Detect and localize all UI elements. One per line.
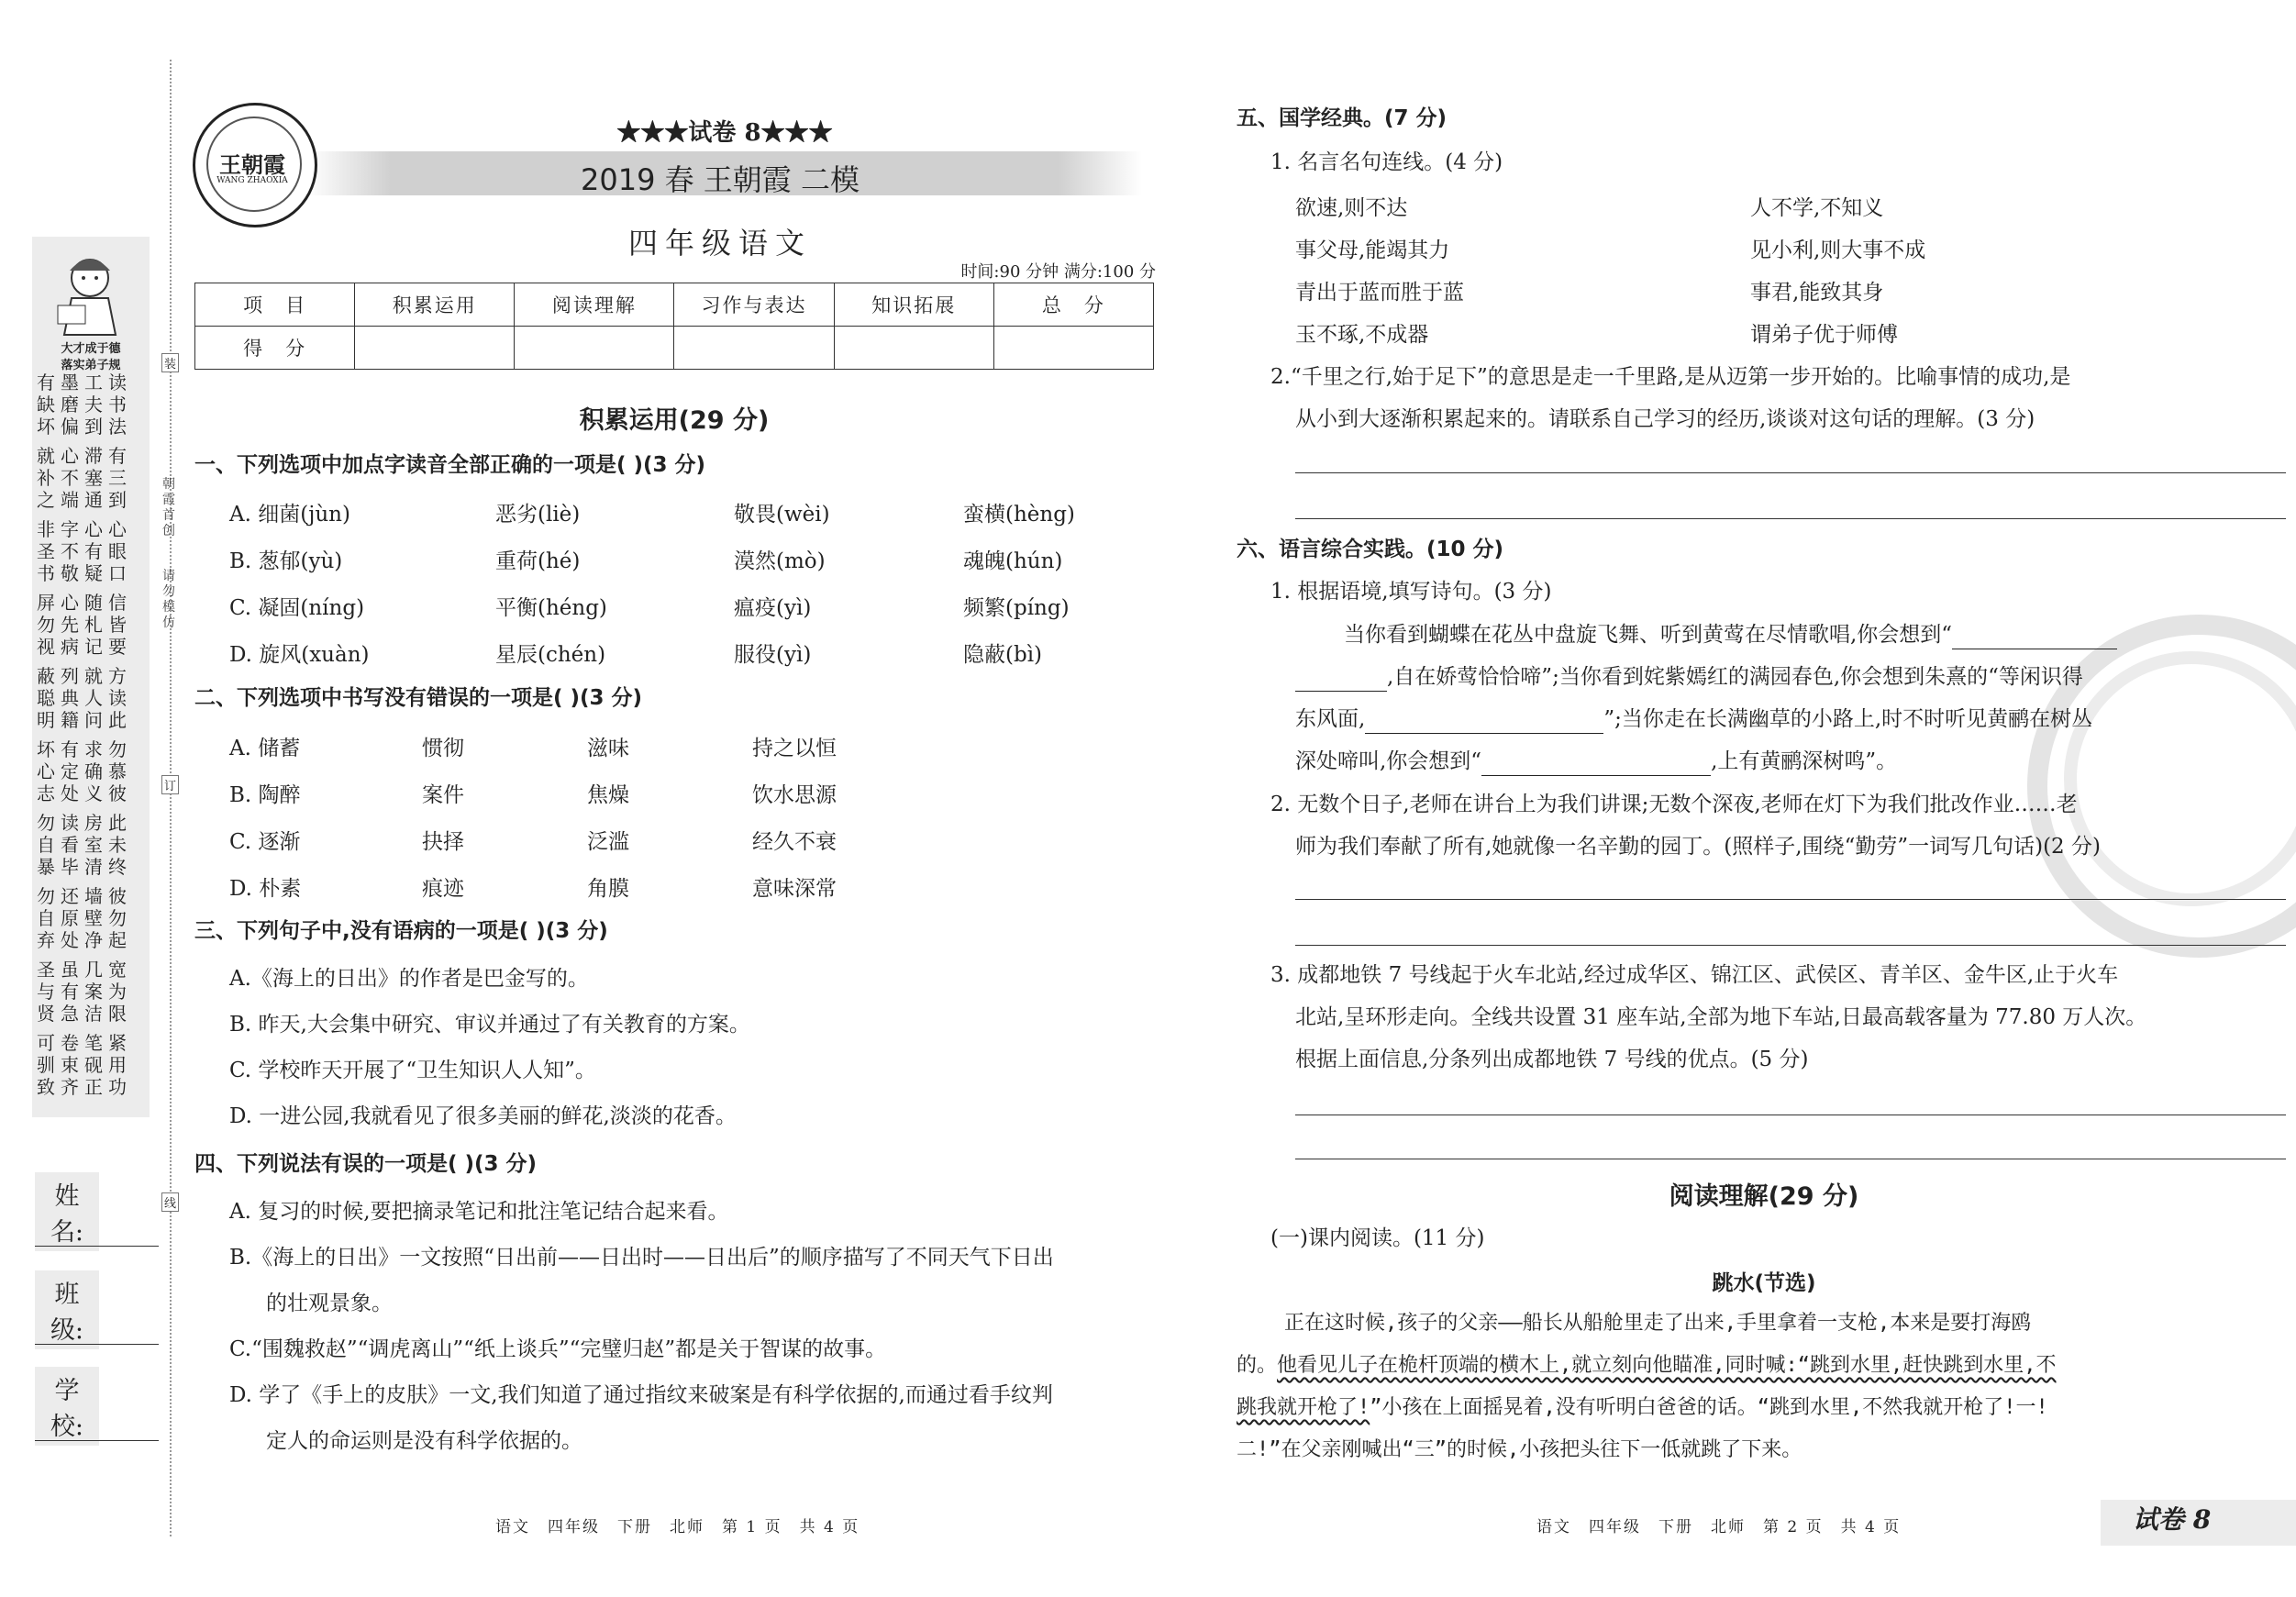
passage-line-2: 的。他看见儿子在桅杆顶端的横木上,就立刻向他瞄准,同时喊:“跳到水里,赶快跳到水里,不 xyxy=(1237,1354,2057,1377)
verse-line: 缺磨夫书 xyxy=(37,394,132,416)
class-label: 班 级: xyxy=(35,1270,99,1349)
page-2-footer: 语文 四年级 下册 北师 第 2 页 共 4 页 xyxy=(1536,1518,1902,1536)
question-4-option-d[interactable]: D. 学了《手上的皮肤》一文,我们知道了通过指纹来破案是有科学依据的,而通过看手纹判 xyxy=(229,1383,1053,1407)
option-item: 焦燥 xyxy=(587,783,629,807)
verse-line: 非字心心 xyxy=(37,518,132,540)
question-6-2-line2: 师为我们奉献了所有,她就像一名辛勤的园丁。(照样子,围绕“勤劳”一词写几句话)(2 分) xyxy=(1295,835,2101,859)
corner-paper-label: 试卷 8 xyxy=(2133,1504,2212,1535)
question-3-option-b[interactable]: B. 昨天,大会集中研究、审议并通过了有关教育的方案。 xyxy=(229,1013,750,1037)
question-6-title: 六、语言综合实践。(10 分) xyxy=(1237,538,1504,561)
match-right-item[interactable]: 见小利,则大事不成 xyxy=(1750,238,1926,262)
option-item: 经久不衰 xyxy=(752,830,837,854)
passage-line-4: 二!”在父亲刚喊出“三”的时候,小孩把头往下一低就跳了下来。 xyxy=(1237,1438,1802,1461)
question-6-1-line3: 东风面, ”;当你走在长满幽草的小路上,时不时听见黄鹂在树丛 xyxy=(1295,705,2092,734)
score-cell[interactable] xyxy=(993,327,1153,370)
name-label: 姓 名: xyxy=(35,1172,99,1251)
match-left-item[interactable]: 青出于蓝而胜于蓝 xyxy=(1295,281,1464,305)
verse-block xyxy=(37,959,147,1025)
score-header-cell: 项 目 xyxy=(195,283,355,327)
binding-mark-zhuang: 装 xyxy=(161,353,179,372)
question-4-title: 四、下列说法有误的一项是( )(3 分) xyxy=(194,1152,538,1176)
verse-line: 致齐正功 xyxy=(37,1076,132,1098)
verse-block xyxy=(37,665,147,731)
passage-line-3: 跳我就开枪了!”小孩在上面摇晃着,没有听明白爸爸的话。“跳到水里,不然我就开枪了!一! xyxy=(1237,1396,2048,1419)
binding-mark-ding: 订 xyxy=(161,775,179,794)
verse-block xyxy=(37,812,147,878)
question-5-title: 五、国学经典。(7 分) xyxy=(1237,106,1447,130)
option-item: 平衡(héng) xyxy=(495,596,607,620)
section-reading-title: 阅读理解(29 分) xyxy=(1669,1182,1859,1211)
option-item[interactable]: B. 葱郁(yù) xyxy=(229,549,343,573)
verse-line: 补不塞三 xyxy=(37,467,132,489)
verse-block xyxy=(37,592,147,658)
verse-line: 之端通到 xyxy=(37,489,132,511)
page-1-footer: 语文 四年级 下册 北师 第 1 页 共 4 页 xyxy=(495,1518,860,1536)
question-3-option-c[interactable]: C. 学校昨天开展了“卫生知识人人知”。 xyxy=(229,1059,596,1082)
option-item: 泛滥 xyxy=(587,830,629,854)
verse-line: 自看室未 xyxy=(37,834,132,856)
verse-line: 坏有求勿 xyxy=(37,738,132,760)
class-field[interactable] xyxy=(35,1344,159,1345)
question-4-option-d-cont: 定人的命运则是没有科学依据的。 xyxy=(266,1429,582,1453)
logo-subtext: WANG ZHAOXIA xyxy=(216,176,288,185)
score-row xyxy=(195,327,1154,370)
question-6-3-line3: 根据上面信息,分条列出成都地铁 7 号线的优点。(5 分) xyxy=(1295,1048,1809,1071)
question-3-title: 三、下列句子中,没有语病的一项是( )(3 分) xyxy=(194,919,608,943)
question-3-option-d[interactable]: D. 一进公园,我就看见了很多美丽的鲜花,淡淡的花香。 xyxy=(229,1104,737,1128)
option-item: 重荷(hé) xyxy=(495,549,581,573)
poem-blank-3[interactable] xyxy=(1481,748,1711,776)
answer-line[interactable] xyxy=(1295,472,2286,473)
match-left-item[interactable]: 欲速,则不达 xyxy=(1295,196,1408,220)
question-2-title: 二、下列选项中书写没有错误的一项是( )(3 分) xyxy=(194,686,643,710)
question-4-option-b-cont: 的壮观景象。 xyxy=(266,1292,393,1315)
score-cell[interactable] xyxy=(674,327,834,370)
verse-block xyxy=(37,1032,147,1098)
verse-block xyxy=(37,738,147,804)
score-header-cell: 总 分 xyxy=(993,283,1153,327)
answer-line[interactable] xyxy=(1295,899,2286,900)
verse-line: 聪典人读 xyxy=(37,687,132,709)
verse-block xyxy=(37,885,147,951)
section-accumulation-title: 积累运用(29 分) xyxy=(579,406,770,435)
option-item[interactable]: D. 旋风(xuàn) xyxy=(229,643,370,667)
school-field[interactable] xyxy=(35,1440,159,1441)
question-4-option-b[interactable]: B.《海上的日出》一文按照“日出前——日出时——日出后”的顺序描写了不同天气下日出 xyxy=(229,1246,1054,1270)
verse-line: 勿还墙彼 xyxy=(37,885,132,907)
mascot-illustration xyxy=(44,243,136,344)
verse-line: 蔽列就方 xyxy=(37,665,132,687)
option-item: 饮水思源 xyxy=(752,783,837,807)
question-6-3-line2: 北站,呈环形走向。全线共设置 31 座车站,全部为地下车站,日最高载客量为 77.80 万人次。 xyxy=(1295,1005,2147,1029)
paper-number: ★★★试卷 8★★★ xyxy=(616,119,833,147)
match-right-item[interactable]: 谓弟子优于师傅 xyxy=(1750,323,1898,347)
question-4-option-a[interactable]: A. 复习的时候,要把摘录笔记和批注笔记结合起来看。 xyxy=(229,1200,729,1224)
poem-blank-2[interactable] xyxy=(1365,705,1603,734)
option-item: 星辰(chén) xyxy=(495,643,606,667)
question-5-1-prompt: 1. 名言名句连线。(4 分) xyxy=(1270,150,1503,174)
option-item: 蛮横(hèng) xyxy=(963,503,1075,527)
option-item: 频繁(píng) xyxy=(963,596,1070,620)
name-field[interactable] xyxy=(35,1246,159,1247)
side-note-2: 请勿模仿 xyxy=(162,569,175,630)
verse-line: 坏偏到法 xyxy=(37,416,132,438)
question-1-title: 一、下列选项中加点字读音全部正确的一项是( )(3 分) xyxy=(194,453,706,477)
question-3-option-a[interactable]: A.《海上的日出》的作者是巴金写的。 xyxy=(229,967,589,991)
question-4-option-c[interactable]: C.“围魏救赵”“调虎离山”“纸上谈兵”“完璧归赵”都是关于智谋的故事。 xyxy=(229,1337,887,1361)
verse-line: 圣不有眼 xyxy=(37,540,132,562)
verse-line: 贤急洁限 xyxy=(37,1003,132,1025)
passage-title: 跳水(节选) xyxy=(1712,1271,1816,1295)
option-item: 案件 xyxy=(422,783,464,807)
side-note-1: 朝霞首创 xyxy=(162,477,175,538)
option-item: 敬畏(wèi) xyxy=(734,503,830,527)
score-header-cell: 积累运用 xyxy=(355,283,515,327)
logo-text: 王朝霞 xyxy=(219,151,285,178)
option-item: 抉择 xyxy=(422,830,464,854)
exam-title: 2019 春 王朝霞 二模 xyxy=(581,162,860,197)
option-item: 持之以恒 xyxy=(752,737,837,760)
option-item: 恶劣(liè) xyxy=(495,503,581,527)
option-item: 瘟疫(yì) xyxy=(734,596,812,620)
verse-line: 书敬疑口 xyxy=(37,562,132,584)
school-label: 学 校: xyxy=(35,1367,99,1446)
option-item[interactable]: C. 逐渐 xyxy=(229,830,301,854)
verse-line: 心定确慕 xyxy=(37,760,132,782)
option-item: 痕迹 xyxy=(422,877,464,901)
question-5-2-line1: 2.“千里之行,始于足下”的意思是走一千里路,是从迈第一步开始的。比喻事情的成功,是 xyxy=(1270,365,2071,389)
verse-line: 屏心随信 xyxy=(37,592,132,614)
verse-line: 有墨工读 xyxy=(37,372,132,394)
score-cell[interactable] xyxy=(515,327,674,370)
binding-mark-xian: 线 xyxy=(161,1192,179,1212)
option-item[interactable]: A. 储蓄 xyxy=(229,737,301,760)
match-left-item[interactable]: 事父母,能竭其力 xyxy=(1295,238,1450,262)
verse-block xyxy=(37,445,147,511)
verse-line: 视病记要 xyxy=(37,636,132,658)
score-header-row xyxy=(195,283,1154,327)
score-cell[interactable] xyxy=(834,327,993,370)
passage-line-1: 正在这时候,孩子的父亲——船长从船舱里走了出来,手里拿着一支枪,本来是要打海鸥 xyxy=(1284,1312,2032,1335)
verse-line: 明籍问此 xyxy=(37,709,132,731)
option-item[interactable]: B. 陶醉 xyxy=(229,783,301,807)
question-6-1-line2: ,自在娇莺恰恰啼”;当你看到姹紫嫣红的满园春色,你会想到朱熹的“等闲识得 xyxy=(1295,663,2083,692)
question-6-3-line1: 3. 成都地铁 7 号线起于火车北站,经过成华区、锦江区、武侯区、青羊区、金牛区,止于火车 xyxy=(1270,963,2119,987)
question-6-2-line1: 2. 无数个日子,老师在讲台上为我们讲课;无数个深夜,老师在灯下为我们批改作业……老 xyxy=(1270,793,2078,816)
question-6-1-line4: 深处啼叫,你会想到“ ,上有黄鹂深树鸣”。 xyxy=(1295,748,1897,776)
verse-line: 与有案为 xyxy=(37,981,132,1003)
poem-blank-1[interactable] xyxy=(1952,621,2117,649)
question-6-1-prompt: 1. 根据语境,填写诗句。(3 分) xyxy=(1270,580,1552,604)
score-header-cell: 习作与表达 xyxy=(674,283,834,327)
score-header-cell: 阅读理解 xyxy=(515,283,674,327)
score-cell[interactable] xyxy=(355,327,515,370)
time-info: 时间:90 分钟 满分:100 分 xyxy=(960,262,1156,282)
option-item: 角膜 xyxy=(587,877,629,901)
question-6-1-line1: 当你看到蝴蝶在花丛中盘旋飞舞、听到黄莺在尽情歌唱,你会想到“ xyxy=(1344,621,2117,649)
verse-line: 可卷笔紧 xyxy=(37,1032,132,1054)
option-item[interactable]: D. 朴素 xyxy=(229,877,302,901)
option-item: 漠然(mò) xyxy=(734,549,826,573)
verse-block xyxy=(37,372,147,438)
answer-line[interactable] xyxy=(1295,518,2286,519)
match-right-item[interactable]: 人不学,不知义 xyxy=(1750,196,1884,220)
poem-blank-1-cont[interactable] xyxy=(1295,663,1387,692)
verse-line: 勿先札皆 xyxy=(37,614,132,636)
option-item: 滋味 xyxy=(587,737,629,760)
score-row-label: 得 分 xyxy=(195,327,355,370)
verse-line: 圣虽几宽 xyxy=(37,959,132,981)
reading-part-1-title: (一)课内阅读。(11 分) xyxy=(1270,1226,1485,1250)
verse-line: 驯束砚用 xyxy=(37,1054,132,1076)
match-left-item[interactable]: 玉不琢,不成器 xyxy=(1295,323,1429,347)
subject-title: 四年级语文 xyxy=(627,226,812,261)
option-item: 魂魄(hún) xyxy=(963,549,1063,573)
option-item: 服役(yì) xyxy=(734,643,812,667)
verse-line: 自原壁勿 xyxy=(37,907,132,929)
slogan: 大才成于德 落实弟子规 xyxy=(61,342,121,372)
option-item[interactable]: C. 凝固(níng) xyxy=(229,596,365,620)
verse-line: 弃处净起 xyxy=(37,929,132,951)
score-header-cell: 知识拓展 xyxy=(834,283,993,327)
answer-line[interactable] xyxy=(1295,945,2286,946)
question-5-2-line2: 从小到大逐渐积累起来的。请联系自己学习的经历,谈谈对这句话的理解。(3 分) xyxy=(1295,407,2035,431)
verse-line: 勿读房此 xyxy=(37,812,132,834)
option-item: 隐蔽(bì) xyxy=(963,643,1043,667)
option-item: 意味深常 xyxy=(752,877,837,901)
verse-line: 暴毕清终 xyxy=(37,856,132,878)
option-item: 惯彻 xyxy=(422,737,464,760)
verse-block xyxy=(37,518,147,584)
binding-line xyxy=(170,60,172,1536)
verse-line: 就心滞有 xyxy=(37,445,132,467)
verse-line: 志处义彼 xyxy=(37,782,132,804)
option-item[interactable]: A. 细菌(jùn) xyxy=(229,503,350,527)
score-table xyxy=(194,283,1154,370)
match-right-item[interactable]: 事君,能致其身 xyxy=(1750,281,1884,305)
